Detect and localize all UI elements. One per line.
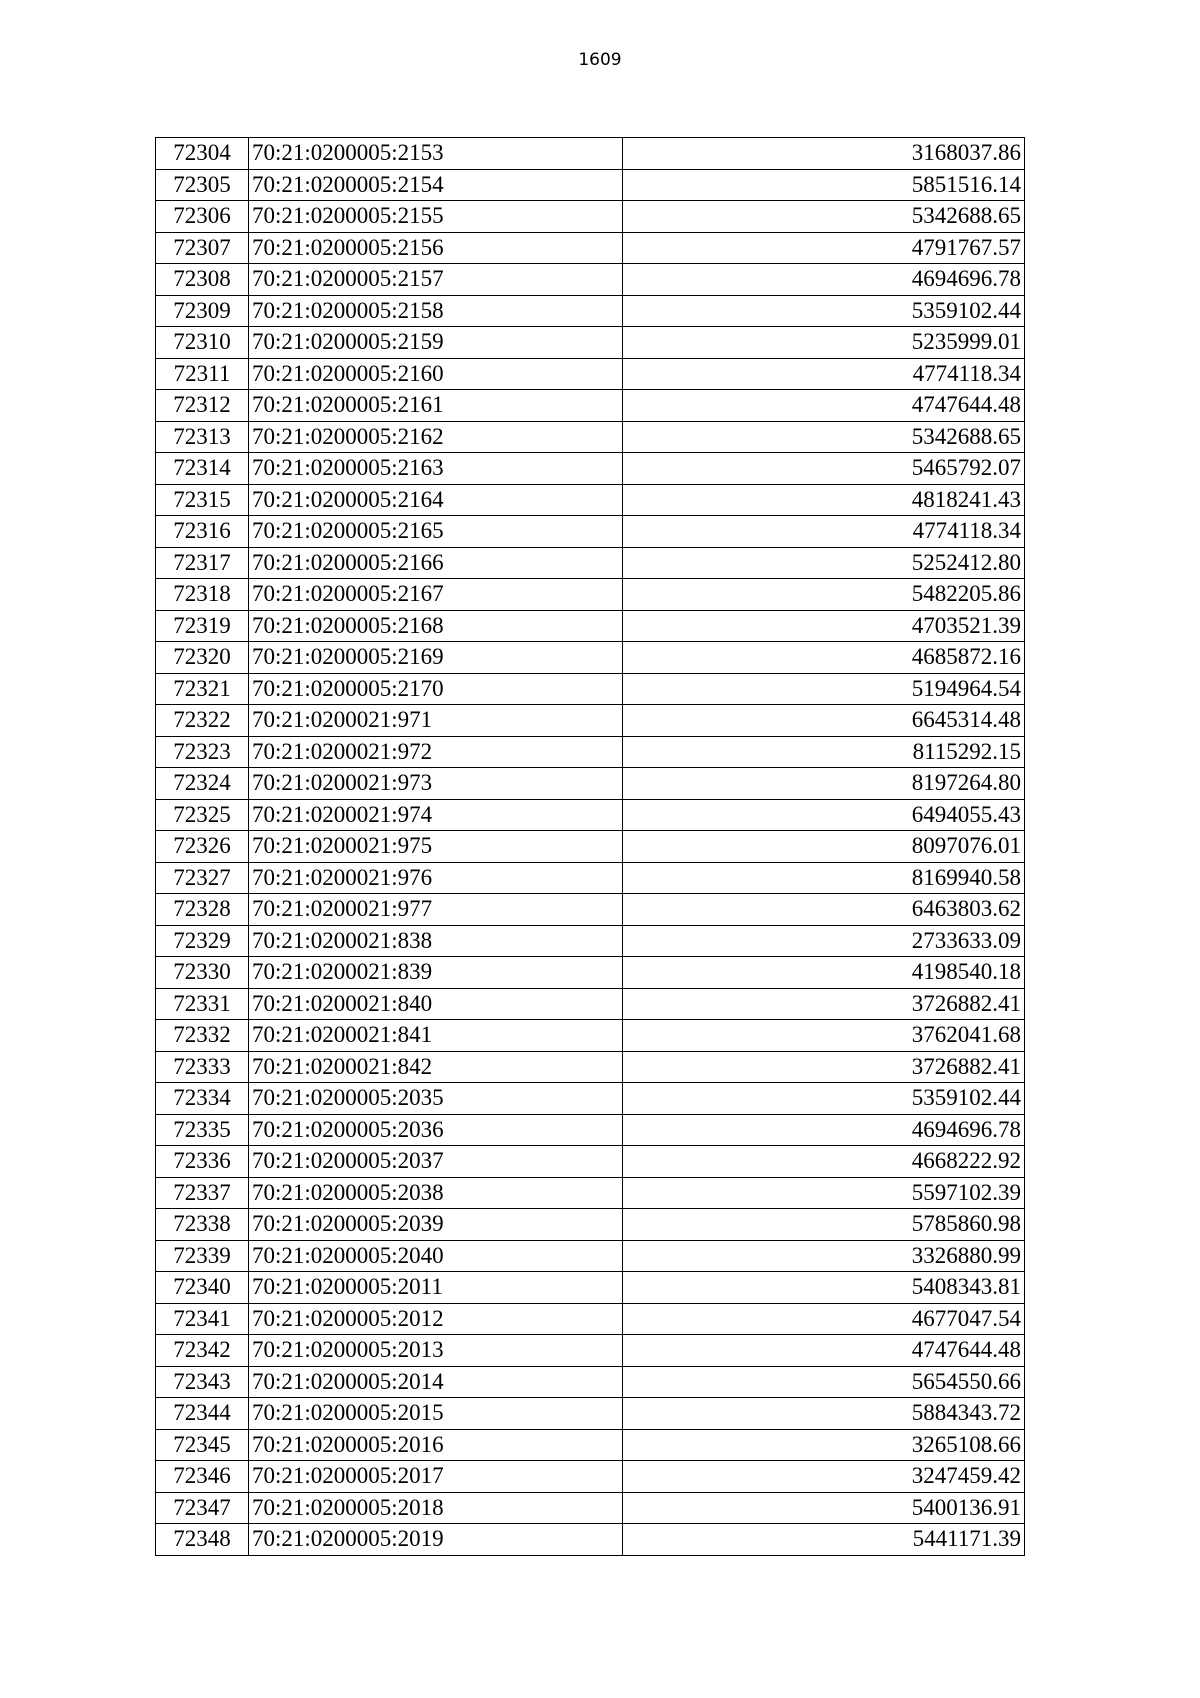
cadastral-number-cell: 70:21:0200005:2170 <box>249 673 623 705</box>
value-cell: 4774118.34 <box>623 516 1025 548</box>
table-row <box>156 1209 1025 1241</box>
table-row <box>156 988 1025 1020</box>
table-row <box>156 390 1025 422</box>
page-number: 1609 <box>578 50 622 70</box>
value-cell: 4694696.78 <box>623 264 1025 296</box>
cadastral-number-cell: 70:21:0200005:2160 <box>249 358 623 390</box>
row-number-cell: 72330 <box>156 957 249 989</box>
cadastral-number-cell: 70:21:0200005:2013 <box>249 1335 623 1367</box>
cadastral-number-cell: 70:21:0200021:839 <box>249 957 623 989</box>
row-number-cell: 72332 <box>156 1020 249 1052</box>
value-cell: 6494055.43 <box>623 799 1025 831</box>
table-row <box>156 579 1025 611</box>
value-cell: 4677047.54 <box>623 1303 1025 1335</box>
cadastral-number-cell: 70:21:0200005:2012 <box>249 1303 623 1335</box>
table-row <box>156 138 1025 170</box>
cadastral-number-cell: 70:21:0200005:2036 <box>249 1114 623 1146</box>
cadastral-number-cell: 70:21:0200005:2014 <box>249 1366 623 1398</box>
value-cell: 5851516.14 <box>623 169 1025 201</box>
table-row <box>156 1020 1025 1052</box>
cadastral-number-cell: 70:21:0200005:2162 <box>249 421 623 453</box>
table-row <box>156 1272 1025 1304</box>
row-number-cell: 72335 <box>156 1114 249 1146</box>
row-number-cell: 72328 <box>156 894 249 926</box>
row-number-cell: 72315 <box>156 484 249 516</box>
cadastral-number-cell: 70:21:0200005:2169 <box>249 642 623 674</box>
row-number-cell: 72333 <box>156 1051 249 1083</box>
value-cell: 6645314.48 <box>623 705 1025 737</box>
row-number-cell: 72317 <box>156 547 249 579</box>
table-row <box>156 1146 1025 1178</box>
row-number-cell: 72325 <box>156 799 249 831</box>
table-row <box>156 232 1025 264</box>
table-row <box>156 1114 1025 1146</box>
cadastral-number-cell: 70:21:0200005:2040 <box>249 1240 623 1272</box>
cadastral-number-cell: 70:21:0200005:2018 <box>249 1492 623 1524</box>
row-number-cell: 72324 <box>156 768 249 800</box>
cadastral-number-cell: 70:21:0200005:2166 <box>249 547 623 579</box>
value-cell: 5654550.66 <box>623 1366 1025 1398</box>
row-number-cell: 72346 <box>156 1461 249 1493</box>
row-number-cell: 72323 <box>156 736 249 768</box>
row-number-cell: 72339 <box>156 1240 249 1272</box>
cadastral-number-cell: 70:21:0200005:2015 <box>249 1398 623 1430</box>
row-number-cell: 72310 <box>156 327 249 359</box>
value-cell: 8197264.80 <box>623 768 1025 800</box>
table-row <box>156 610 1025 642</box>
value-cell: 3247459.42 <box>623 1461 1025 1493</box>
value-cell: 5465792.07 <box>623 453 1025 485</box>
cadastral-number-cell: 70:21:0200005:2019 <box>249 1524 623 1556</box>
value-cell: 5597102.39 <box>623 1177 1025 1209</box>
cadastral-number-cell: 70:21:0200021:976 <box>249 862 623 894</box>
row-number-cell: 72338 <box>156 1209 249 1241</box>
value-cell: 8097076.01 <box>623 831 1025 863</box>
value-cell: 5359102.44 <box>623 1083 1025 1115</box>
row-number-cell: 72344 <box>156 1398 249 1430</box>
value-cell: 8169940.58 <box>623 862 1025 894</box>
value-cell: 3726882.41 <box>623 988 1025 1020</box>
table-row <box>156 1240 1025 1272</box>
row-number-cell: 72321 <box>156 673 249 705</box>
row-number-cell: 72347 <box>156 1492 249 1524</box>
value-cell: 4774118.34 <box>623 358 1025 390</box>
table-row <box>156 831 1025 863</box>
cadastral-number-cell: 70:21:0200005:2011 <box>249 1272 623 1304</box>
registry-table <box>155 137 1025 1556</box>
table-row <box>156 1335 1025 1367</box>
value-cell: 5408343.81 <box>623 1272 1025 1304</box>
cadastral-number-cell: 70:21:0200005:2035 <box>249 1083 623 1115</box>
table-row <box>156 358 1025 390</box>
row-number-cell: 72336 <box>156 1146 249 1178</box>
cadastral-number-cell: 70:21:0200005:2039 <box>249 1209 623 1241</box>
table-row <box>156 705 1025 737</box>
table-row <box>156 1492 1025 1524</box>
row-number-cell: 72348 <box>156 1524 249 1556</box>
value-cell: 6463803.62 <box>623 894 1025 926</box>
cadastral-number-cell: 70:21:0200005:2037 <box>249 1146 623 1178</box>
cadastral-number-cell: 70:21:0200005:2167 <box>249 579 623 611</box>
value-cell: 5441171.39 <box>623 1524 1025 1556</box>
cadastral-number-cell: 70:21:0200005:2161 <box>249 390 623 422</box>
value-cell: 3762041.68 <box>623 1020 1025 1052</box>
value-cell: 5482205.86 <box>623 579 1025 611</box>
value-cell: 4668222.92 <box>623 1146 1025 1178</box>
table-row <box>156 768 1025 800</box>
value-cell: 4685872.16 <box>623 642 1025 674</box>
table-row <box>156 453 1025 485</box>
table-row <box>156 1461 1025 1493</box>
table-row <box>156 201 1025 233</box>
cadastral-number-cell: 70:21:0200021:975 <box>249 831 623 863</box>
row-number-cell: 72320 <box>156 642 249 674</box>
table-row <box>156 799 1025 831</box>
value-cell: 3168037.86 <box>623 138 1025 170</box>
row-number-cell: 72341 <box>156 1303 249 1335</box>
cadastral-number-cell: 70:21:0200021:838 <box>249 925 623 957</box>
table-row <box>156 547 1025 579</box>
value-cell: 5252412.80 <box>623 547 1025 579</box>
cadastral-number-cell: 70:21:0200005:2156 <box>249 232 623 264</box>
table-row <box>156 264 1025 296</box>
table-row <box>156 925 1025 957</box>
row-number-cell: 72308 <box>156 264 249 296</box>
row-number-cell: 72304 <box>156 138 249 170</box>
cadastral-number-cell: 70:21:0200005:2164 <box>249 484 623 516</box>
table-row <box>156 1366 1025 1398</box>
row-number-cell: 72311 <box>156 358 249 390</box>
value-cell: 5785860.98 <box>623 1209 1025 1241</box>
table-row <box>156 957 1025 989</box>
value-cell: 5342688.65 <box>623 201 1025 233</box>
table-row <box>156 862 1025 894</box>
table-row <box>156 1429 1025 1461</box>
cadastral-number-cell: 70:21:0200005:2168 <box>249 610 623 642</box>
registry-table-body <box>156 138 1025 1556</box>
row-number-cell: 72309 <box>156 295 249 327</box>
cadastral-number-cell: 70:21:0200021:971 <box>249 705 623 737</box>
row-number-cell: 72337 <box>156 1177 249 1209</box>
value-cell: 8115292.15 <box>623 736 1025 768</box>
row-number-cell: 72307 <box>156 232 249 264</box>
value-cell: 4747644.48 <box>623 1335 1025 1367</box>
table-row <box>156 169 1025 201</box>
cadastral-number-cell: 70:21:0200005:2155 <box>249 201 623 233</box>
value-cell: 5235999.01 <box>623 327 1025 359</box>
table-row <box>156 1303 1025 1335</box>
value-cell: 3326880.99 <box>623 1240 1025 1272</box>
value-cell: 5359102.44 <box>623 295 1025 327</box>
value-cell: 3726882.41 <box>623 1051 1025 1083</box>
table-row <box>156 642 1025 674</box>
value-cell: 4791767.57 <box>623 232 1025 264</box>
row-number-cell: 72318 <box>156 579 249 611</box>
value-cell: 4703521.39 <box>623 610 1025 642</box>
table-row <box>156 421 1025 453</box>
table-row <box>156 736 1025 768</box>
row-number-cell: 72313 <box>156 421 249 453</box>
cadastral-number-cell: 70:21:0200005:2153 <box>249 138 623 170</box>
table-row <box>156 1051 1025 1083</box>
cadastral-number-cell: 70:21:0200005:2165 <box>249 516 623 548</box>
cadastral-number-cell: 70:21:0200005:2157 <box>249 264 623 296</box>
table-row <box>156 484 1025 516</box>
cadastral-number-cell: 70:21:0200005:2016 <box>249 1429 623 1461</box>
value-cell: 4747644.48 <box>623 390 1025 422</box>
table-row <box>156 516 1025 548</box>
table-row <box>156 673 1025 705</box>
row-number-cell: 72331 <box>156 988 249 1020</box>
value-cell: 5400136.91 <box>623 1492 1025 1524</box>
row-number-cell: 72305 <box>156 169 249 201</box>
row-number-cell: 72345 <box>156 1429 249 1461</box>
row-number-cell: 72327 <box>156 862 249 894</box>
cadastral-number-cell: 70:21:0200021:972 <box>249 736 623 768</box>
row-number-cell: 72343 <box>156 1366 249 1398</box>
cadastral-number-cell: 70:21:0200021:974 <box>249 799 623 831</box>
table-row <box>156 1524 1025 1556</box>
value-cell: 4818241.43 <box>623 484 1025 516</box>
table-row <box>156 327 1025 359</box>
row-number-cell: 72316 <box>156 516 249 548</box>
cadastral-number-cell: 70:21:0200021:840 <box>249 988 623 1020</box>
value-cell: 2733633.09 <box>623 925 1025 957</box>
row-number-cell: 72312 <box>156 390 249 422</box>
row-number-cell: 72322 <box>156 705 249 737</box>
row-number-cell: 72319 <box>156 610 249 642</box>
table-row <box>156 1083 1025 1115</box>
row-number-cell: 72342 <box>156 1335 249 1367</box>
row-number-cell: 72340 <box>156 1272 249 1304</box>
row-number-cell: 72326 <box>156 831 249 863</box>
cadastral-number-cell: 70:21:0200005:2163 <box>249 453 623 485</box>
cadastral-number-cell: 70:21:0200005:2017 <box>249 1461 623 1493</box>
value-cell: 4694696.78 <box>623 1114 1025 1146</box>
cadastral-number-cell: 70:21:0200021:842 <box>249 1051 623 1083</box>
cadastral-number-cell: 70:21:0200005:2038 <box>249 1177 623 1209</box>
table-row <box>156 1177 1025 1209</box>
row-number-cell: 72314 <box>156 453 249 485</box>
row-number-cell: 72329 <box>156 925 249 957</box>
table-row <box>156 295 1025 327</box>
registry-table-container <box>155 137 1025 1556</box>
cadastral-number-cell: 70:21:0200005:2159 <box>249 327 623 359</box>
value-cell: 4198540.18 <box>623 957 1025 989</box>
row-number-cell: 72306 <box>156 201 249 233</box>
table-row <box>156 1398 1025 1430</box>
cadastral-number-cell: 70:21:0200021:977 <box>249 894 623 926</box>
row-number-cell: 72334 <box>156 1083 249 1115</box>
cadastral-number-cell: 70:21:0200021:973 <box>249 768 623 800</box>
cadastral-number-cell: 70:21:0200005:2154 <box>249 169 623 201</box>
table-row <box>156 894 1025 926</box>
value-cell: 3265108.66 <box>623 1429 1025 1461</box>
cadastral-number-cell: 70:21:0200005:2158 <box>249 295 623 327</box>
value-cell: 5884343.72 <box>623 1398 1025 1430</box>
cadastral-number-cell: 70:21:0200021:841 <box>249 1020 623 1052</box>
value-cell: 5342688.65 <box>623 421 1025 453</box>
value-cell: 5194964.54 <box>623 673 1025 705</box>
